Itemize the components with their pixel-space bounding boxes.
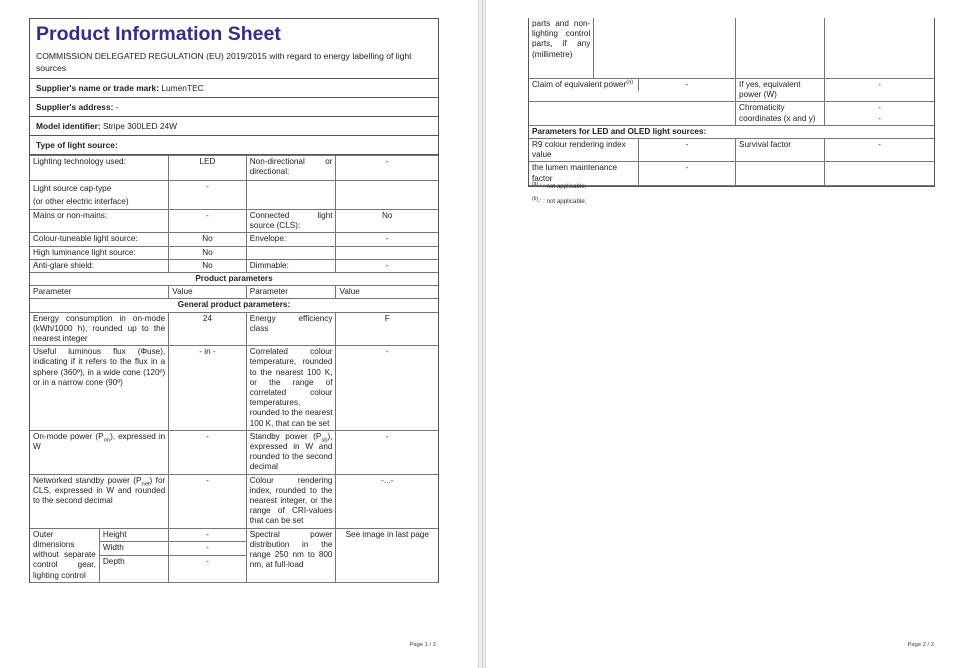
table-row xyxy=(30,259,438,272)
product-sheet-continued xyxy=(528,18,935,187)
table-row xyxy=(529,139,735,161)
chromaticity-x-value: - xyxy=(878,103,881,113)
envelope-label: Envelope: xyxy=(246,233,336,246)
col-parameter-1: Parameter xyxy=(30,286,169,299)
equivalent-power-w-value: - xyxy=(825,79,934,102)
footnote-b-mark: (b) xyxy=(532,196,539,203)
supplier-name-label: Supplier's name or trade mark: xyxy=(36,83,160,93)
cct-label: Correlated colour temperature, rounded to the nearest 100 K, or the range of correlated colour temperatures, rounded to the nearest 100 K, that can be set xyxy=(246,346,336,431)
supplier-address-label: Supplier's address: xyxy=(36,102,114,112)
supplier-name-row xyxy=(30,79,438,98)
empty-cell xyxy=(246,246,336,259)
led-params-heading: Parameters for LED and OLED light sources: xyxy=(529,125,934,138)
spectral-value: See image in last page xyxy=(336,529,438,583)
empty-cell xyxy=(336,181,438,210)
empty-cell xyxy=(736,162,825,185)
continued-table xyxy=(529,18,934,186)
col-value-1: Value xyxy=(169,286,247,299)
product-params-heading: Product parameters xyxy=(30,273,438,286)
page-2 xyxy=(486,0,966,668)
table-row xyxy=(30,233,438,246)
high-luminance-label: High luminance light source: xyxy=(30,246,169,259)
equivalent-power-footnote-mark: (a) xyxy=(626,79,634,86)
page-title: Product Information Sheet xyxy=(36,23,281,45)
survival-factor-value: - xyxy=(825,139,934,162)
page-number: Page 2 / 2 xyxy=(907,642,934,648)
table-row xyxy=(529,139,934,162)
anti-glare-label: Anti-glare shield: xyxy=(30,259,169,272)
footnote-b-text: -' : not applicable; xyxy=(538,198,587,206)
empty-cell xyxy=(825,162,934,185)
supplier-name-value: LumenTEC xyxy=(161,83,204,93)
standby-power-label xyxy=(246,430,336,474)
table-row xyxy=(529,162,934,185)
table-row xyxy=(529,79,735,91)
standby-power-value: - xyxy=(336,430,438,474)
empty-cell xyxy=(825,18,934,79)
energy-consumption-value: 24 xyxy=(169,312,247,346)
tech-label: Lighting technology used: xyxy=(30,156,169,181)
table-row xyxy=(529,125,934,138)
cls-value: No xyxy=(336,210,438,233)
empty-cell xyxy=(246,181,336,210)
chromaticity-y-value: - xyxy=(878,113,881,123)
networked-standby-label xyxy=(30,474,169,528)
footnote-b xyxy=(532,193,586,208)
equivalent-power-text: Claim of equivalent power xyxy=(532,80,627,89)
colour-tuneable-label: Colour-tuneable light source: xyxy=(30,233,169,246)
col-value-2: Value xyxy=(336,286,438,299)
table-row xyxy=(30,246,438,259)
on-mode-power-label xyxy=(30,430,169,474)
lumen-maintenance-value: - xyxy=(685,163,689,173)
empty-cell xyxy=(736,18,825,79)
height-label: Height xyxy=(99,529,168,542)
regulation-subtitle: COMMISSION DELEGATED REGULATION (EU) 2019/2015 with regard to energy labelling of light sources xyxy=(36,51,412,73)
footnotes xyxy=(532,178,586,208)
table-row xyxy=(529,102,934,125)
cls-label: Connected light source (CLS): xyxy=(246,210,336,233)
standby-power-label-b: ), expressed in W and rounded to the second decimal xyxy=(249,431,333,472)
energy-consumption-label: Energy consumption in on-mode (kWh/1000 h), rounded up to the nearest integer xyxy=(30,312,169,346)
supplier-address-row xyxy=(30,98,438,117)
type-heading: Type of light source: xyxy=(36,140,118,150)
title-block xyxy=(30,19,438,79)
footnote-a xyxy=(532,178,586,193)
depth-value: - xyxy=(169,555,247,582)
product-sheet-frame xyxy=(29,18,439,583)
networked-standby-label-b: ) for CLS, expressed in W and rounded to the second decimal xyxy=(33,475,166,506)
table-row xyxy=(30,156,438,181)
width-label: Width xyxy=(99,542,168,556)
on-mode-power-value: - xyxy=(169,430,247,474)
table-row xyxy=(30,286,438,299)
page-1 xyxy=(0,0,478,668)
model-row xyxy=(30,117,438,136)
table-row xyxy=(529,18,934,79)
table-row xyxy=(30,346,438,431)
empty-cell xyxy=(336,246,438,259)
table-row xyxy=(529,79,934,102)
width-value: - xyxy=(169,542,247,556)
footnote-a-text: -' : not applicable; xyxy=(538,183,587,191)
r9-value: - xyxy=(685,140,689,150)
r9-inner xyxy=(529,139,735,161)
gutter-line xyxy=(482,0,483,668)
cap-type-label-line1: Light source cap-type xyxy=(33,184,112,193)
luminous-flux-value: - in - xyxy=(169,346,247,431)
envelope-value: - xyxy=(336,233,438,246)
dimmable-label: Dimmable: xyxy=(246,259,336,272)
outer-dimensions-label: Outer dimensions without separate control gear, lighting control xyxy=(30,529,99,583)
r9-row xyxy=(529,139,736,162)
footnote-a-mark: (a) xyxy=(532,181,539,187)
table-row xyxy=(30,312,438,346)
cct-value: - xyxy=(336,346,438,431)
model-value: Stripe 300LED 24W xyxy=(103,121,178,131)
col-parameter-2: Parameter xyxy=(246,286,336,299)
model-label: Model identifier: xyxy=(36,121,101,131)
dimensions-table xyxy=(30,529,438,583)
standby-power-label-a: Standby power (P xyxy=(249,431,322,441)
cap-type-value: - xyxy=(169,181,247,210)
efficiency-class-value: F xyxy=(336,312,438,346)
height-value: - xyxy=(169,529,247,542)
table-row xyxy=(30,474,438,528)
type-heading-row xyxy=(30,136,438,155)
tech-value: LED xyxy=(169,156,247,181)
r9-label: R9 colour rendering index value xyxy=(529,139,638,161)
page-number: Page 1 / 2 xyxy=(409,642,436,648)
empty-cell xyxy=(529,102,736,125)
table-row xyxy=(30,299,438,312)
survival-factor-label: Survival factor xyxy=(736,139,825,162)
equivalent-power-inner xyxy=(529,79,735,91)
lumen-maintenance-label: the lumen maintenance factor xyxy=(529,162,638,184)
table-row xyxy=(30,210,438,233)
page-gutter xyxy=(478,0,486,668)
networked-standby-value: - xyxy=(169,474,247,528)
on-mode-power-label-a: On-mode power (P xyxy=(33,431,104,441)
empty-cell xyxy=(594,18,736,79)
on-mode-power-sub: on xyxy=(103,437,111,444)
table-row xyxy=(30,529,438,542)
depth-label: Depth xyxy=(99,555,168,582)
networked-standby-label-a: Networked standby power (P xyxy=(33,475,142,485)
supplier-address-value: - xyxy=(115,102,119,112)
chromaticity-value xyxy=(825,102,934,125)
standby-power-sub: sb xyxy=(321,437,328,444)
equivalent-power-label xyxy=(529,79,638,91)
mains-label: Mains or non-mains: xyxy=(30,210,169,233)
cri-label: Colour rendering index, rounded to the nearest integer, or the range of CRI-values that can be set xyxy=(246,474,336,528)
cap-type-label-line2: (or other electric interface) xyxy=(33,197,129,206)
table-row xyxy=(30,273,438,286)
colour-tuneable-value: No xyxy=(169,233,247,246)
efficiency-class-label: Energy efficiency class xyxy=(246,312,336,346)
dimmable-value: - xyxy=(336,259,438,272)
equivalent-power-w-label: If yes, equivalent power (W) xyxy=(736,79,825,102)
equivalent-power-value: - xyxy=(685,80,689,89)
parameters-table xyxy=(30,155,438,529)
luminous-flux-label: Useful luminous flux (Φuse), indicating if it refers to the flux in a sphere (360º), in a wide cone (120º) or in a narrow cone (90º) xyxy=(30,346,169,431)
directional-value: - xyxy=(336,156,438,181)
equivalent-power-row xyxy=(529,79,736,102)
spectral-label: Spectral power distribution in the range 250 nm to 800 nm, at full-load xyxy=(246,529,336,583)
networked-standby-sub: net xyxy=(141,481,150,488)
cri-value: -...- xyxy=(336,474,438,528)
anti-glare-value: No xyxy=(169,259,247,272)
high-luminance-value: No xyxy=(169,246,247,259)
dimensions-continued-label: parts and non-lighting control parts, if any (millimetre) xyxy=(529,18,594,79)
table-row xyxy=(30,430,438,474)
on-mode-power-label-b: ), expressed in W xyxy=(33,431,166,452)
cap-type-label xyxy=(30,181,169,210)
general-params-heading: General product parameters: xyxy=(30,299,438,312)
table-row xyxy=(30,181,438,210)
directional-label: Non-directional or directional: xyxy=(246,156,336,181)
mains-value: - xyxy=(169,210,247,233)
chromaticity-label: Chromaticity coordinates (x and y) xyxy=(736,102,825,125)
